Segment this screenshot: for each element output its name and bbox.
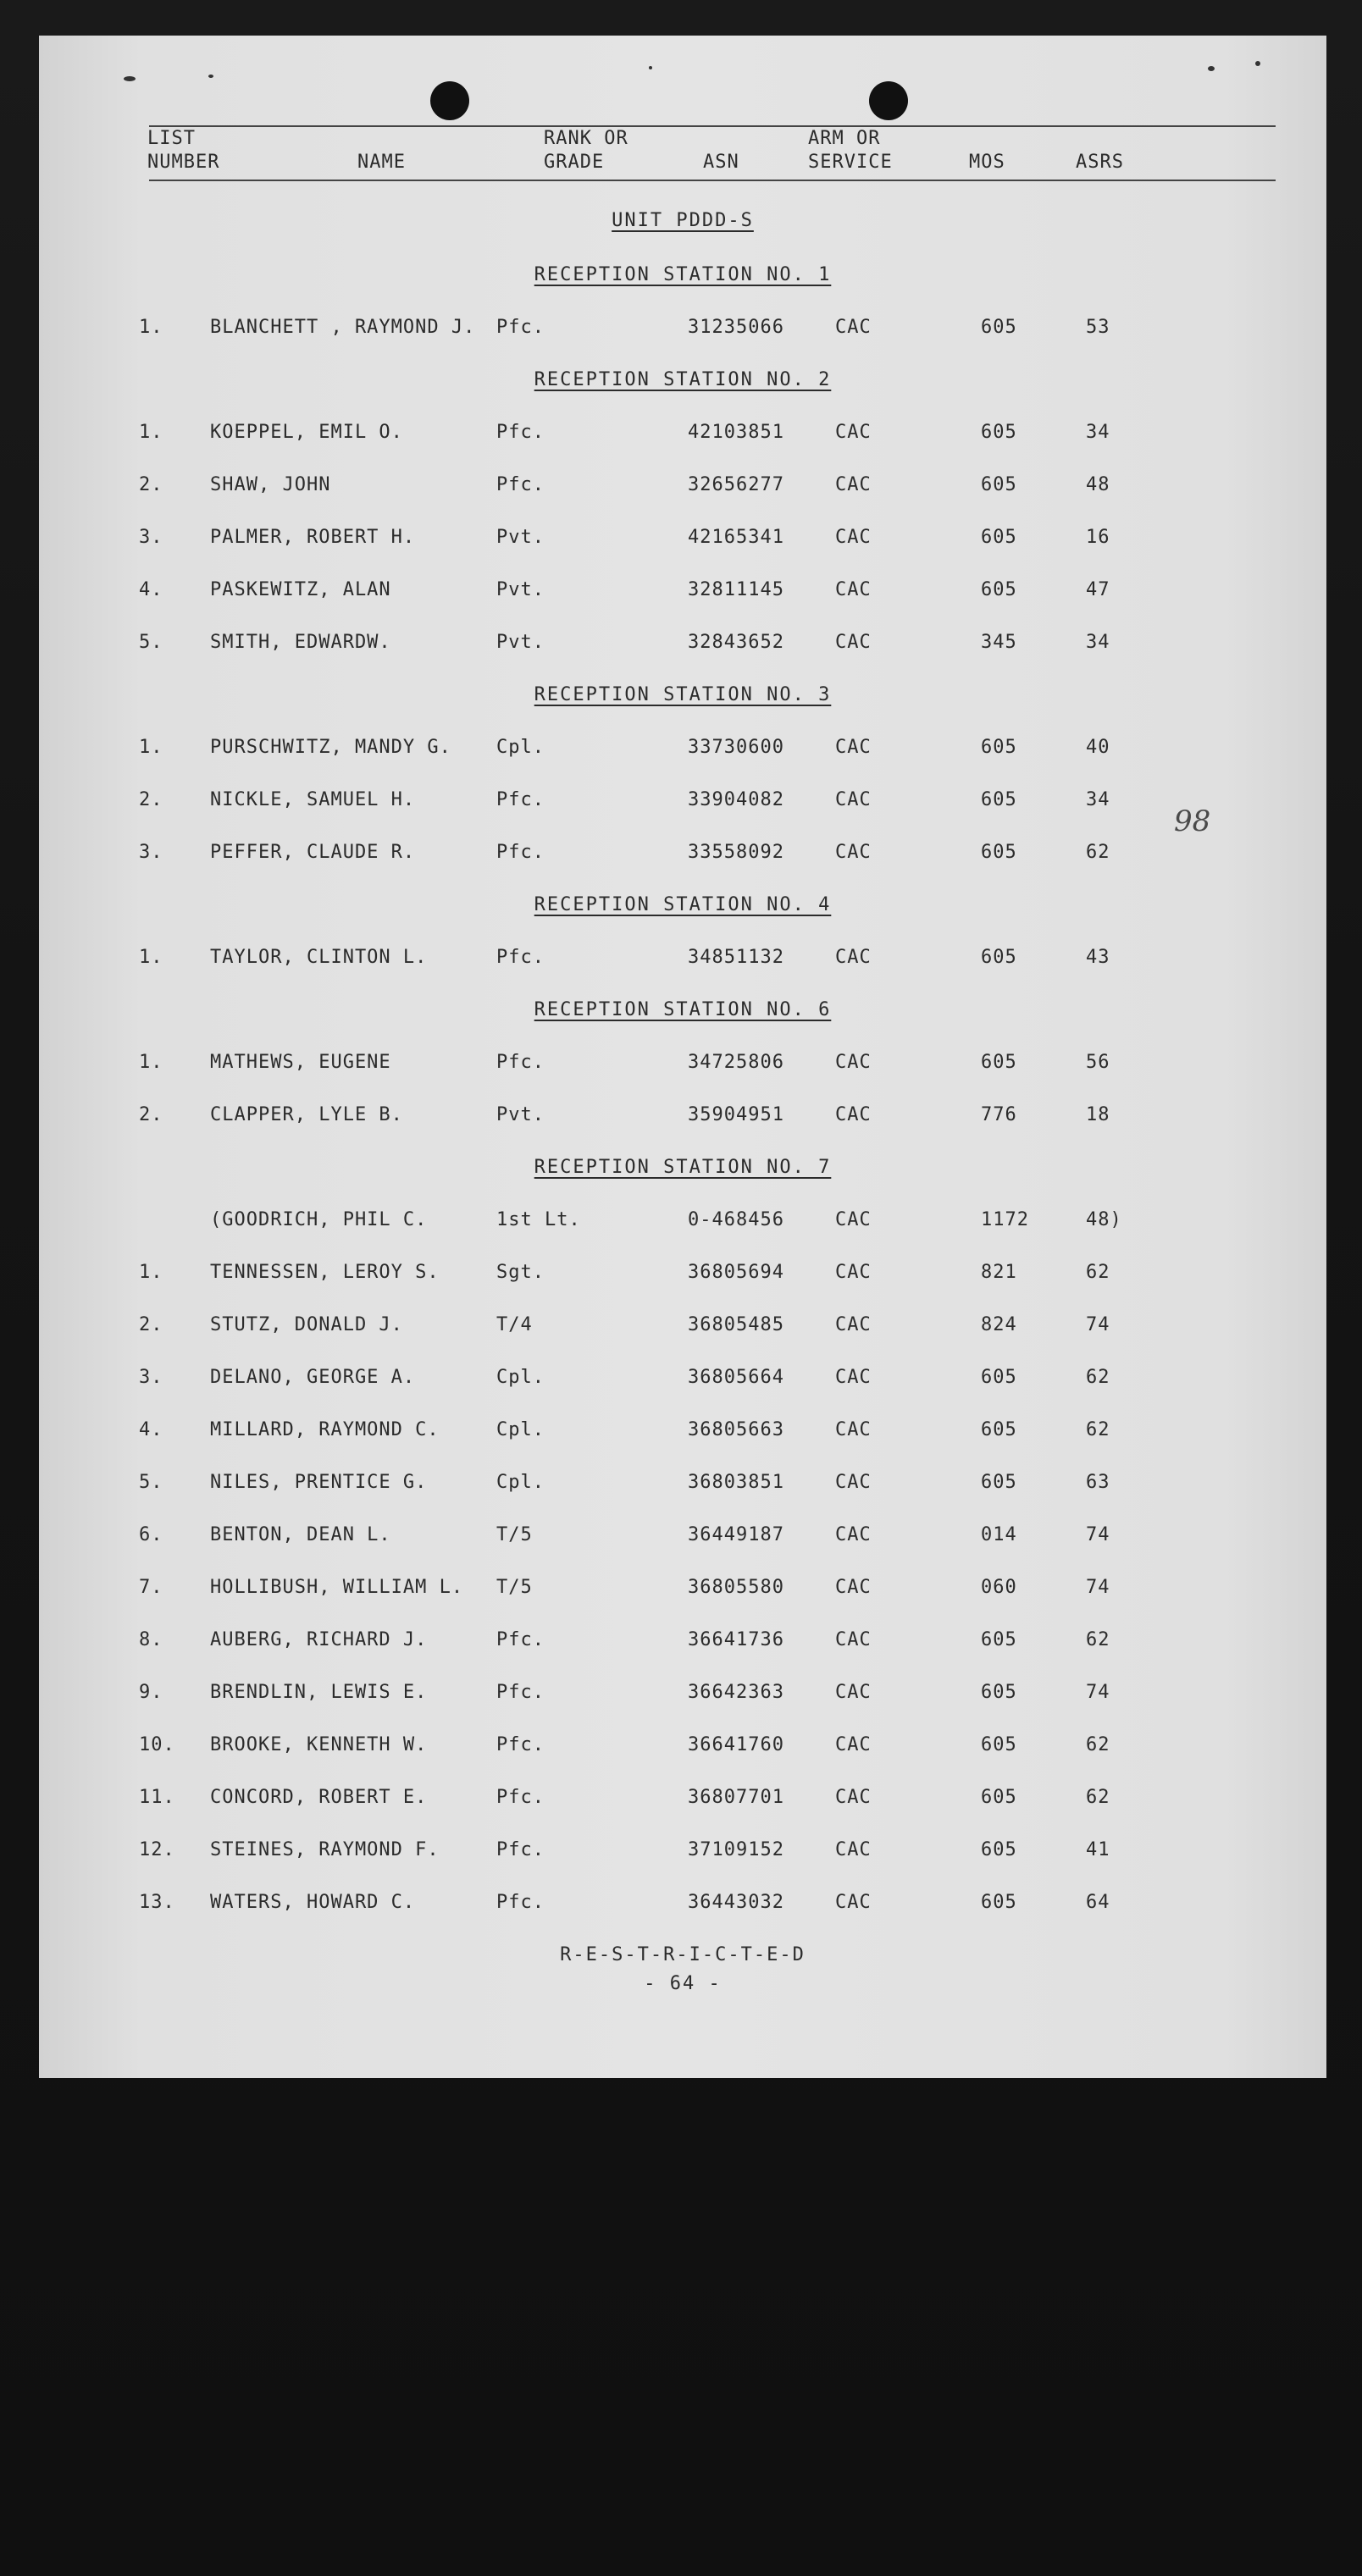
cell-arm: CAC bbox=[835, 789, 872, 810]
roster-row bbox=[39, 789, 1326, 823]
cell-asn: 36805580 bbox=[688, 1577, 784, 1598]
ink-speck bbox=[124, 76, 136, 81]
cell-arm: CAC bbox=[835, 474, 872, 495]
cell-mos: 605 bbox=[981, 422, 1017, 443]
cell-arm: CAC bbox=[835, 1367, 872, 1388]
cell-rank: 1st Lt. bbox=[496, 1209, 581, 1230]
cell-rank: Pfc. bbox=[496, 317, 545, 338]
cell-rank: Pfc. bbox=[496, 1629, 545, 1650]
page-number: - 64 - bbox=[644, 1973, 722, 1994]
roster-row bbox=[39, 1629, 1326, 1663]
ink-speck bbox=[208, 75, 213, 78]
cell-asn: 36443032 bbox=[688, 1892, 784, 1913]
cell-asrs: 18 bbox=[1086, 1104, 1110, 1125]
cell-arm: CAC bbox=[835, 1472, 872, 1493]
cell-num: 6. bbox=[139, 1524, 163, 1545]
cell-mos: 605 bbox=[981, 1734, 1017, 1755]
cell-arm: CAC bbox=[835, 422, 872, 443]
cell-asn: 34725806 bbox=[688, 1052, 784, 1073]
cell-rank: Pvt. bbox=[496, 632, 545, 653]
cell-arm: CAC bbox=[835, 1629, 872, 1650]
cell-asn: 37109152 bbox=[688, 1839, 784, 1860]
cell-name: TAYLOR, CLINTON L. bbox=[210, 947, 428, 968]
roster-row bbox=[39, 317, 1326, 351]
cell-rank: Pfc. bbox=[496, 789, 545, 810]
roster-row bbox=[39, 1839, 1326, 1873]
cell-mos: 345 bbox=[981, 632, 1017, 653]
cell-num: 5. bbox=[139, 1472, 163, 1493]
cell-asn: 36803851 bbox=[688, 1472, 784, 1493]
column-header-list-number: LIST NUMBER bbox=[147, 128, 220, 173]
cell-arm: CAC bbox=[835, 579, 872, 600]
cell-name: MATHEWS, EUGENE bbox=[210, 1052, 391, 1073]
cell-name: DELANO, GEORGE A. bbox=[210, 1367, 416, 1388]
cell-arm: CAC bbox=[835, 1419, 872, 1440]
roster-row bbox=[39, 632, 1326, 666]
cell-num: 12. bbox=[139, 1839, 175, 1860]
cell-arm: CAC bbox=[835, 842, 872, 863]
unit-title: UNIT PDDD-S bbox=[612, 210, 754, 231]
cell-mos: 605 bbox=[981, 947, 1017, 968]
column-header-asrs: ASRS bbox=[1076, 152, 1124, 173]
ink-speck bbox=[1255, 61, 1260, 66]
section-title bbox=[39, 684, 1326, 705]
cell-num: 3. bbox=[139, 842, 163, 863]
cell-asrs: 63 bbox=[1086, 1472, 1110, 1493]
cell-rank: Pfc. bbox=[496, 842, 545, 863]
cell-name: TENNESSEN, LEROY S. bbox=[210, 1262, 440, 1283]
cell-arm: CAC bbox=[835, 1682, 872, 1703]
cell-num: 8. bbox=[139, 1629, 163, 1650]
restricted-marking: R-E-S-T-R-I-C-T-E-D bbox=[560, 1944, 806, 1965]
cell-mos: 605 bbox=[981, 1472, 1017, 1493]
cell-asrs: 62 bbox=[1086, 1419, 1110, 1440]
cell-asrs: 34 bbox=[1086, 632, 1110, 653]
cell-asrs: 62 bbox=[1086, 1787, 1110, 1808]
cell-arm: CAC bbox=[835, 632, 872, 653]
cell-asn: 34851132 bbox=[688, 947, 784, 968]
cell-mos: 605 bbox=[981, 1892, 1017, 1913]
cell-asrs: 62 bbox=[1086, 1262, 1110, 1283]
punch-hole-right bbox=[869, 81, 908, 120]
cell-arm: CAC bbox=[835, 527, 872, 548]
column-header-mos: MOS bbox=[969, 152, 1005, 173]
cell-mos: 824 bbox=[981, 1314, 1017, 1335]
cell-asrs: 62 bbox=[1086, 1629, 1110, 1650]
roster-row bbox=[39, 1734, 1326, 1768]
roster-row bbox=[39, 1314, 1326, 1348]
cell-asn: 42103851 bbox=[688, 422, 784, 443]
cell-rank: Pfc. bbox=[496, 1892, 545, 1913]
cell-arm: CAC bbox=[835, 737, 872, 758]
cell-mos: 776 bbox=[981, 1104, 1017, 1125]
cell-num: 1. bbox=[139, 317, 163, 338]
roster-row bbox=[39, 422, 1326, 456]
cell-rank: Pfc. bbox=[496, 422, 545, 443]
cell-asrs: 48 bbox=[1086, 474, 1110, 495]
cell-rank: Pvt. bbox=[496, 1104, 545, 1125]
cell-arm: CAC bbox=[835, 1104, 872, 1125]
cell-num: 2. bbox=[139, 789, 163, 810]
cell-rank: T/5 bbox=[496, 1524, 533, 1545]
cell-name: BLANCHETT , RAYMOND J. bbox=[210, 317, 476, 338]
roster-row bbox=[39, 1262, 1326, 1296]
section-title-text: RECEPTION STATION NO. 6 bbox=[534, 999, 832, 1020]
cell-rank: Cpl. bbox=[496, 1367, 545, 1388]
cell-asrs: 16 bbox=[1086, 527, 1110, 548]
cell-num: 4. bbox=[139, 579, 163, 600]
cell-rank: Pfc. bbox=[496, 474, 545, 495]
cell-name: STUTZ, DONALD J. bbox=[210, 1314, 403, 1335]
roster-row bbox=[39, 947, 1326, 981]
cell-asrs: 34 bbox=[1086, 789, 1110, 810]
roster-row bbox=[39, 1367, 1326, 1401]
cell-mos: 060 bbox=[981, 1577, 1017, 1598]
cell-asn: 36805664 bbox=[688, 1367, 784, 1388]
cell-name: PASKEWITZ, ALAN bbox=[210, 579, 391, 600]
cell-asn: 36805485 bbox=[688, 1314, 784, 1335]
cell-num: 7. bbox=[139, 1577, 163, 1598]
cell-rank: Cpl. bbox=[496, 737, 545, 758]
cell-asrs: 62 bbox=[1086, 1734, 1110, 1755]
cell-name: CLAPPER, LYLE B. bbox=[210, 1104, 403, 1125]
section-title bbox=[39, 894, 1326, 915]
cell-num: 1. bbox=[139, 737, 163, 758]
cell-asrs: 62 bbox=[1086, 1367, 1110, 1388]
cell-num: 4. bbox=[139, 1419, 163, 1440]
cell-asn: 33558092 bbox=[688, 842, 784, 863]
roster-row bbox=[39, 1419, 1326, 1453]
roster-row bbox=[39, 1892, 1326, 1926]
cell-name: STEINES, RAYMOND F. bbox=[210, 1839, 440, 1860]
cell-arm: CAC bbox=[835, 1524, 872, 1545]
cell-num: 1. bbox=[139, 947, 163, 968]
cell-name: KOEPPEL, EMIL O. bbox=[210, 422, 403, 443]
cell-name: (GOODRICH, PHIL C. bbox=[210, 1209, 428, 1230]
cell-asn: 0-468456 bbox=[688, 1209, 784, 1230]
cell-asrs: 56 bbox=[1086, 1052, 1110, 1073]
cell-arm: CAC bbox=[835, 1577, 872, 1598]
column-header-asn: ASN bbox=[703, 152, 739, 173]
cell-mos: 605 bbox=[981, 789, 1017, 810]
roster-row bbox=[39, 527, 1326, 561]
column-header-rank: RANK OR GRADE bbox=[544, 128, 628, 173]
cell-asrs: 40 bbox=[1086, 737, 1110, 758]
ink-speck bbox=[649, 66, 652, 69]
cell-mos: 1172 bbox=[981, 1209, 1029, 1230]
cell-asn: 36641736 bbox=[688, 1629, 784, 1650]
cell-asrs: 74 bbox=[1086, 1524, 1110, 1545]
roster-row bbox=[39, 579, 1326, 613]
cell-asrs: 74 bbox=[1086, 1682, 1110, 1703]
cell-asrs: 41 bbox=[1086, 1839, 1110, 1860]
cell-mos: 605 bbox=[981, 842, 1017, 863]
cell-rank: Pvt. bbox=[496, 527, 545, 548]
cell-name: BENTON, DEAN L. bbox=[210, 1524, 391, 1545]
roster-row bbox=[39, 1052, 1326, 1086]
cell-asn: 36449187 bbox=[688, 1524, 784, 1545]
cell-rank: Pfc. bbox=[496, 947, 545, 968]
cell-arm: CAC bbox=[835, 1209, 872, 1230]
cell-name: AUBERG, RICHARD J. bbox=[210, 1629, 428, 1650]
cell-name: PALMER, ROBERT H. bbox=[210, 527, 416, 548]
cell-num: 3. bbox=[139, 1367, 163, 1388]
section-title bbox=[39, 999, 1326, 1020]
cell-rank: Pfc. bbox=[496, 1839, 545, 1860]
cell-asn: 36641760 bbox=[688, 1734, 784, 1755]
cell-asn: 32811145 bbox=[688, 579, 784, 600]
cell-num: 2. bbox=[139, 1104, 163, 1125]
cell-mos: 605 bbox=[981, 1787, 1017, 1808]
cell-rank: Cpl. bbox=[496, 1472, 545, 1493]
cell-asrs: 34 bbox=[1086, 422, 1110, 443]
cell-rank: T/5 bbox=[496, 1577, 533, 1598]
roster-row bbox=[39, 474, 1326, 508]
section-title-text: RECEPTION STATION NO. 1 bbox=[534, 264, 832, 285]
roster-row bbox=[39, 1577, 1326, 1611]
cell-num: 2. bbox=[139, 474, 163, 495]
cell-mos: 605 bbox=[981, 1052, 1017, 1073]
section-title-text: RECEPTION STATION NO. 4 bbox=[534, 894, 832, 915]
cell-mos: 605 bbox=[981, 1629, 1017, 1650]
roster-row bbox=[39, 1682, 1326, 1716]
cell-name: PEFFER, CLAUDE R. bbox=[210, 842, 416, 863]
cell-mos: 605 bbox=[981, 579, 1017, 600]
cell-asn: 35904951 bbox=[688, 1104, 784, 1125]
cell-num: 3. bbox=[139, 527, 163, 548]
cell-arm: CAC bbox=[835, 1314, 872, 1335]
cell-name: SMITH, EDWARDW. bbox=[210, 632, 391, 653]
margin-annotation: 98 bbox=[1174, 804, 1211, 838]
cell-asn: 42165341 bbox=[688, 527, 784, 548]
cell-mos: 605 bbox=[981, 1682, 1017, 1703]
cell-num: 2. bbox=[139, 1314, 163, 1335]
ink-speck bbox=[1208, 66, 1215, 71]
cell-rank: Pfc. bbox=[496, 1682, 545, 1703]
cell-asn: 36642363 bbox=[688, 1682, 784, 1703]
roster-row bbox=[39, 1472, 1326, 1506]
cell-mos: 605 bbox=[981, 527, 1017, 548]
column-header-name: NAME bbox=[357, 152, 406, 173]
cell-num: 1. bbox=[139, 1262, 163, 1283]
cell-name: SHAW, JOHN bbox=[210, 474, 331, 495]
section-title-text: RECEPTION STATION NO. 3 bbox=[534, 684, 832, 705]
cell-asn: 36805694 bbox=[688, 1262, 784, 1283]
cell-asn: 32843652 bbox=[688, 632, 784, 653]
cell-name: HOLLIBUSH, WILLIAM L. bbox=[210, 1577, 464, 1598]
cell-asrs: 43 bbox=[1086, 947, 1110, 968]
cell-mos: 605 bbox=[981, 1419, 1017, 1440]
cell-name: CONCORD, ROBERT E. bbox=[210, 1787, 428, 1808]
cell-rank: Pfc. bbox=[496, 1052, 545, 1073]
cell-name: PURSCHWITZ, MANDY G. bbox=[210, 737, 451, 758]
cell-num: 10. bbox=[139, 1734, 175, 1755]
header-rule-bottom bbox=[149, 180, 1276, 181]
cell-arm: CAC bbox=[835, 1262, 872, 1283]
cell-arm: CAC bbox=[835, 317, 872, 338]
section-title bbox=[39, 369, 1326, 390]
roster-row bbox=[39, 842, 1326, 876]
cell-asrs: 62 bbox=[1086, 842, 1110, 863]
cell-mos: 605 bbox=[981, 1367, 1017, 1388]
cell-num: 13. bbox=[139, 1892, 175, 1913]
cell-name: WATERS, HOWARD C. bbox=[210, 1892, 416, 1913]
cell-rank: Pvt. bbox=[496, 579, 545, 600]
cell-num: 9. bbox=[139, 1682, 163, 1703]
cell-asn: 36807701 bbox=[688, 1787, 784, 1808]
cell-rank: Sgt. bbox=[496, 1262, 545, 1283]
roster-row bbox=[39, 1104, 1326, 1138]
cell-asrs: 47 bbox=[1086, 579, 1110, 600]
cell-num: 5. bbox=[139, 632, 163, 653]
section-title bbox=[39, 1157, 1326, 1178]
cell-asn: 31235066 bbox=[688, 317, 784, 338]
cell-arm: CAC bbox=[835, 1787, 872, 1808]
cell-asrs: 48) bbox=[1086, 1209, 1122, 1230]
cell-arm: CAC bbox=[835, 1052, 872, 1073]
cell-mos: 605 bbox=[981, 1839, 1017, 1860]
cell-name: BROOKE, KENNETH W. bbox=[210, 1734, 428, 1755]
section-title-text: RECEPTION STATION NO. 7 bbox=[534, 1157, 832, 1178]
cell-arm: CAC bbox=[835, 1734, 872, 1755]
cell-mos: 605 bbox=[981, 474, 1017, 495]
roster-row bbox=[39, 737, 1326, 771]
cell-asn: 36805663 bbox=[688, 1419, 784, 1440]
column-header-arm: ARM OR SERVICE bbox=[808, 128, 893, 173]
cell-mos: 605 bbox=[981, 737, 1017, 758]
cell-rank: Cpl. bbox=[496, 1419, 545, 1440]
header-rule-top bbox=[149, 125, 1276, 127]
cell-asrs: 64 bbox=[1086, 1892, 1110, 1913]
document-page bbox=[39, 36, 1326, 2078]
cell-asn: 33730600 bbox=[688, 737, 784, 758]
roster-row bbox=[39, 1209, 1326, 1243]
cell-num: 1. bbox=[139, 1052, 163, 1073]
cell-name: MILLARD, RAYMOND C. bbox=[210, 1419, 440, 1440]
cell-num: 11. bbox=[139, 1787, 175, 1808]
cell-mos: 821 bbox=[981, 1262, 1017, 1283]
section-title-text: RECEPTION STATION NO. 2 bbox=[534, 369, 832, 390]
cell-mos: 605 bbox=[981, 317, 1017, 338]
cell-arm: CAC bbox=[835, 1892, 872, 1913]
roster-row bbox=[39, 1524, 1326, 1558]
punch-hole-left bbox=[430, 81, 469, 120]
section-title bbox=[39, 264, 1326, 285]
cell-asrs: 74 bbox=[1086, 1314, 1110, 1335]
cell-rank: Pfc. bbox=[496, 1787, 545, 1808]
roster-row bbox=[39, 1787, 1326, 1821]
cell-asn: 33904082 bbox=[688, 789, 784, 810]
cell-arm: CAC bbox=[835, 1839, 872, 1860]
cell-mos: 014 bbox=[981, 1524, 1017, 1545]
cell-asrs: 74 bbox=[1086, 1577, 1110, 1598]
cell-asrs: 53 bbox=[1086, 317, 1110, 338]
cell-name: BRENDLIN, LEWIS E. bbox=[210, 1682, 428, 1703]
cell-num: 1. bbox=[139, 422, 163, 443]
cell-rank: Pfc. bbox=[496, 1734, 545, 1755]
cell-rank: T/4 bbox=[496, 1314, 533, 1335]
cell-arm: CAC bbox=[835, 947, 872, 968]
cell-name: NICKLE, SAMUEL H. bbox=[210, 789, 416, 810]
cell-name: NILES, PRENTICE G. bbox=[210, 1472, 428, 1493]
cell-asn: 32656277 bbox=[688, 474, 784, 495]
